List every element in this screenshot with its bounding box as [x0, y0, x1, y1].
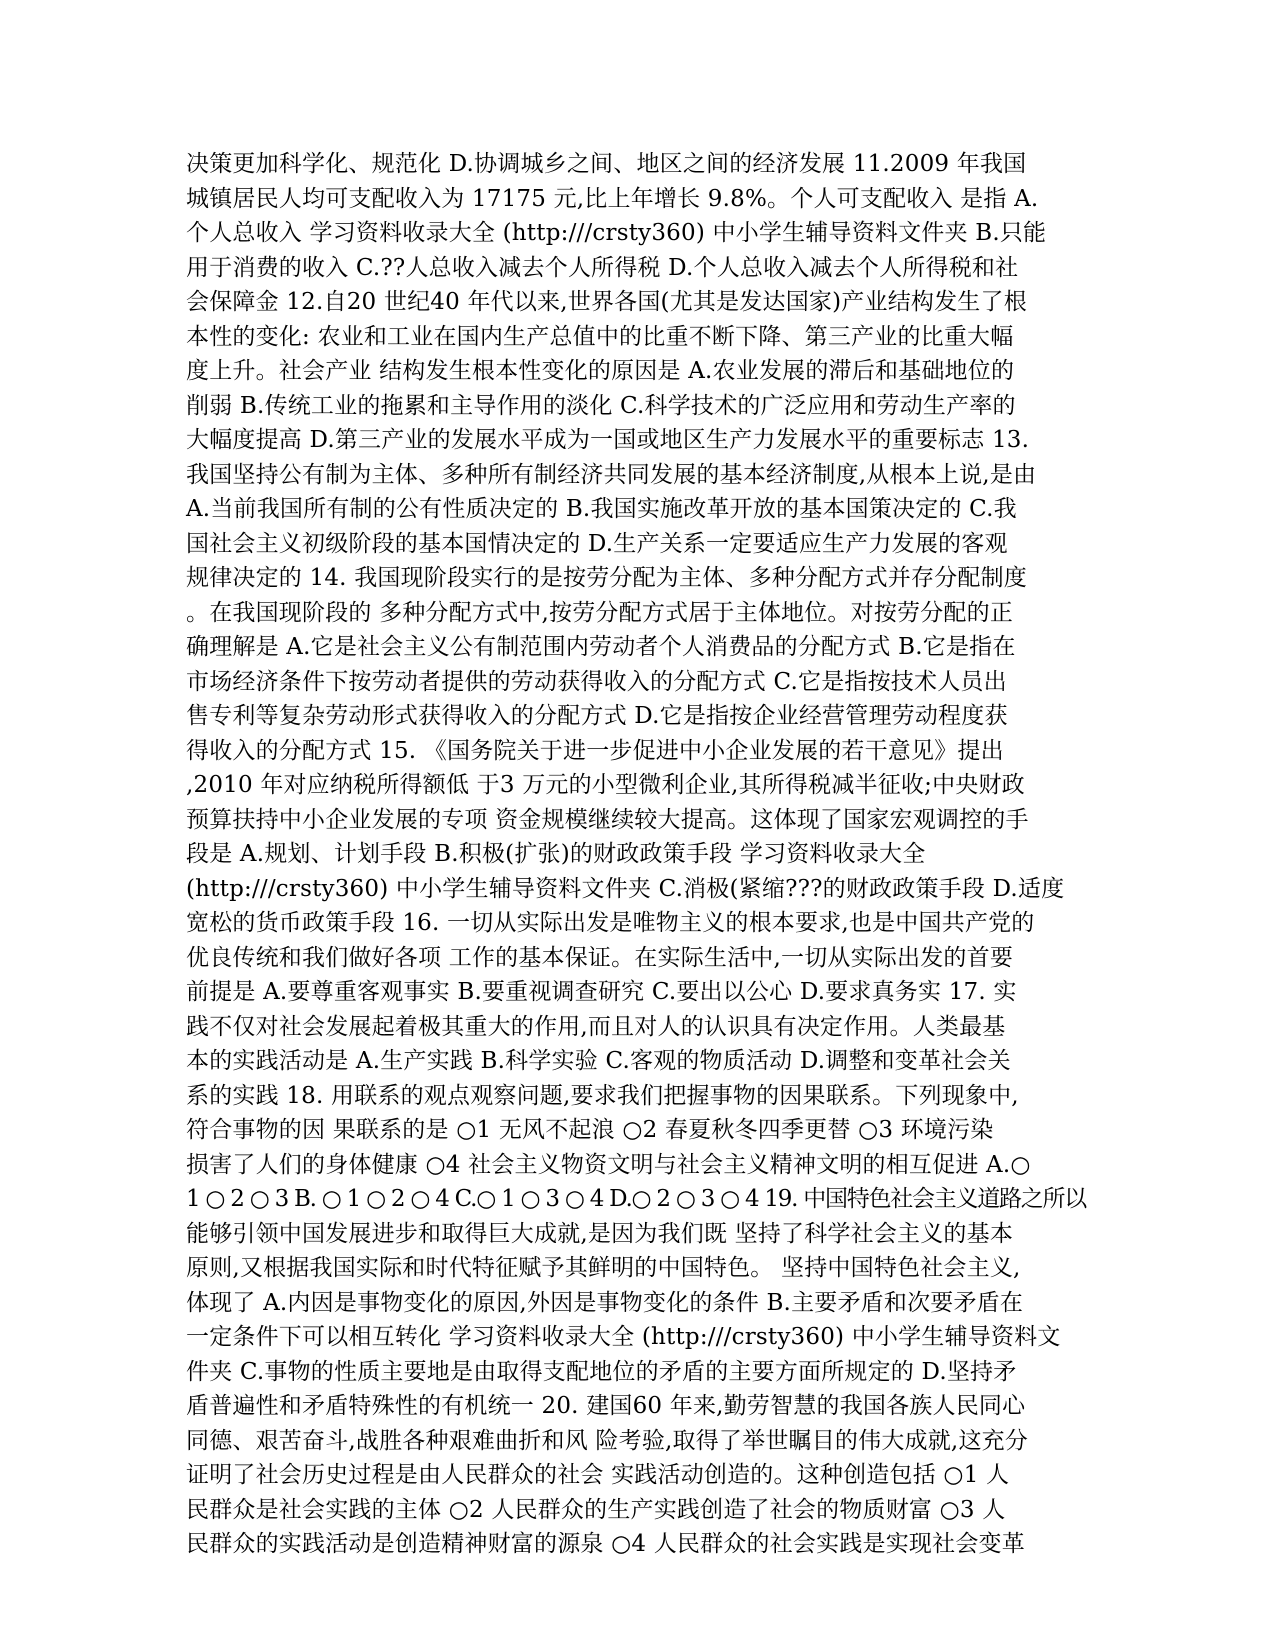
text-line: 我国坚持公有制为主体、多种所有制经济共同发展的基本经济制度,从根本上说,是由 — [186, 461, 1037, 488]
text-line: 确理解是 A.它是社会主义公有制范围内劳动者个人消费品的分配方式 B.它是指在 — [186, 634, 1016, 660]
text-line: 证明了社会历史过程是由人民群众的社会 实践活动创造的。这种创造包括 ○1 人 — [186, 1462, 1010, 1488]
document-text-body — [186, 147, 1086, 1562]
text-line: 盾普遍性和矛盾特殊性的有机统一 20. 建国60 年来,勤劳智慧的我国各族人民同心 — [186, 1393, 1026, 1419]
text-line: 1 ○ 2 ○ 3 B. ○ 1 ○ 2 ○ 4 C.○ 1 ○ 3 ○ 4 D.○ 2 ○ 3 ○ 4 19. 中国特色社会主义道路之所以 — [186, 1186, 1086, 1212]
text-line: 段是 A.规划、计划手段 B.积极(扩张)的财政政策手段 学习资料收录大全 — [186, 841, 926, 867]
text-line: 能够引领中国发展进步和取得巨大成就,是因为我们既 坚持了科学社会主义的基本 — [186, 1220, 1014, 1247]
text-line: 民群众的实践活动是创造精神财富的源泉 ○4 人民群众的社会实践是实现社会变革 — [186, 1531, 1025, 1557]
text-line: 民群众是社会实践的主体 ○2 人民群众的生产实践创造了社会的物质财富 ○3 人 — [186, 1496, 1006, 1523]
text-line: 体现了 A.内因是事物变化的原因,外因是事物变化的条件 B.主要矛盾和次要矛盾在 — [186, 1289, 1024, 1316]
text-line: 同德、艰苦奋斗,战胜各种艰难曲折和风 险考验,取得了举世瞩目的伟大成就,这充分 — [186, 1427, 1029, 1454]
text-line: 件夹 C.事物的性质主要地是由取得支配地位的矛盾的主要方面所规定的 D.坚持矛 — [186, 1358, 1017, 1385]
text-line: 原则,又根据我国实际和时代特征赋予其鲜明的中国特色。 坚持中国特色社会主义, — [186, 1255, 1021, 1281]
text-line: 损害了人们的身体健康 ○4 社会主义物资文明与社会主义精神文明的相互促进 A.○ — [186, 1151, 1031, 1178]
text-line: 售专利等复杂劳动形式获得收入的分配方式 D.它是指按企业经营管理劳动程度获 — [186, 703, 1008, 729]
text-line: 预算扶持中小企业发展的专项 资金规模继续较大提高。这体现了国家宏观调控的手 — [186, 806, 1029, 833]
text-line: 符合事物的因 果联系的是 ○1 无风不起浪 ○2 春夏秋冬四季更替 ○3 环境污染 — [186, 1117, 994, 1143]
text-line: 规律决定的 14. 我国现阶段实行的是按劳分配为主体、多种分配方式并存分配制度 — [186, 565, 1027, 591]
text-line: 。在我国现阶段的 多种分配方式中,按劳分配方式居于主体地位。对按劳分配的正 — [186, 599, 1014, 626]
text-line: 本的实践活动是 A.生产实践 B.科学实验 C.客观的物质活动 D.调整和变革社会关 — [186, 1048, 1011, 1074]
text-line: 国社会主义初级阶段的基本国情决定的 D.生产关系一定要适应生产力发展的客观 — [186, 530, 1008, 557]
text-line: 系的实践 18. 用联系的观点观察问题,要求我们把握事物的因果联系。下列现象中, — [186, 1082, 1019, 1109]
text-line: 优良传统和我们做好各项 工作的基本保证。在实际生活中,一切从实际出发的首要 — [186, 944, 1014, 971]
text-line: A.当前我国所有制的公有性质决定的 B.我国实施改革开放的基本国策决定的 C.我 — [186, 496, 1017, 522]
text-line: (http:///crsty360) 中小学生辅导资料文件夹 C.消极(紧缩???的财政政策手段 D.适度 — [186, 875, 1065, 902]
text-line: 宽松的货币政策手段 16. 一切从实际出发是唯物主义的根本要求,也是中国共产党的 — [186, 910, 1035, 936]
text-line: 个人总收入 学习资料收录大全 (http:///crsty360) 中小学生辅导资料文件夹 B.只能 — [186, 220, 1047, 246]
text-line: 践不仅对社会发展起着极其重大的作用,而且对人的认识具有决定作用。人类最基 — [186, 1013, 1006, 1040]
text-line: 用于消费的收入 C.??人总收入减去个人所得税 D.个人总收入减去个人所得税和社 — [186, 254, 1019, 281]
text-line: 度上升。社会产业 结构发生根本性变化的原因是 A.农业发展的滞后和基础地位的 — [186, 358, 1015, 384]
text-line: 一定条件下可以相互转化 学习资料收录大全 (http:///crsty360) 中小学生辅导资料文 — [186, 1324, 1061, 1350]
text-line: 得收入的分配方式 15. 《国务院关于进一步促进中小企业发展的若干意见》提出 — [186, 737, 1004, 764]
text-line: 会保障金 12.自20 世纪40 年代以来,世界各国(尤其是发达国家)产业结构发生了根 — [186, 289, 1027, 315]
text-line: 城镇居民人均可支配收入为 17175 元,比上年增长 9.8%。个人可支配收入 是指 A. — [186, 185, 1039, 212]
text-line: 大幅度提高 D.第三产业的发展水平成为一国或地区生产力发展水平的重要标志 13. — [186, 427, 1030, 453]
text-line: 削弱 B.传统工业的拖累和主导作用的淡化 C.科学技术的广泛应用和劳动生产率的 — [186, 392, 1016, 419]
text-line: 本性的变化: 农业和工业在国内生产总值中的比重不断下降、第三产业的比重大幅 — [186, 323, 1014, 350]
text-line: ,2010 年对应纳税所得额低 于3 万元的小型微利企业,其所得税减半征收;中央财政 — [186, 772, 1025, 798]
text-line: 前提是 A.要尊重客观事实 B.要重视调查研究 C.要出以公心 D.要求真务实 17. 实 — [186, 979, 1017, 1005]
text-line: 决策更加科学化、规范化 D.协调城乡之间、地区之间的经济发展 11.2009 年我国 — [186, 151, 1027, 177]
text-line: 市场经济条件下按劳动者提供的劳动获得收入的分配方式 C.它是指按技术人员出 — [186, 668, 1007, 695]
